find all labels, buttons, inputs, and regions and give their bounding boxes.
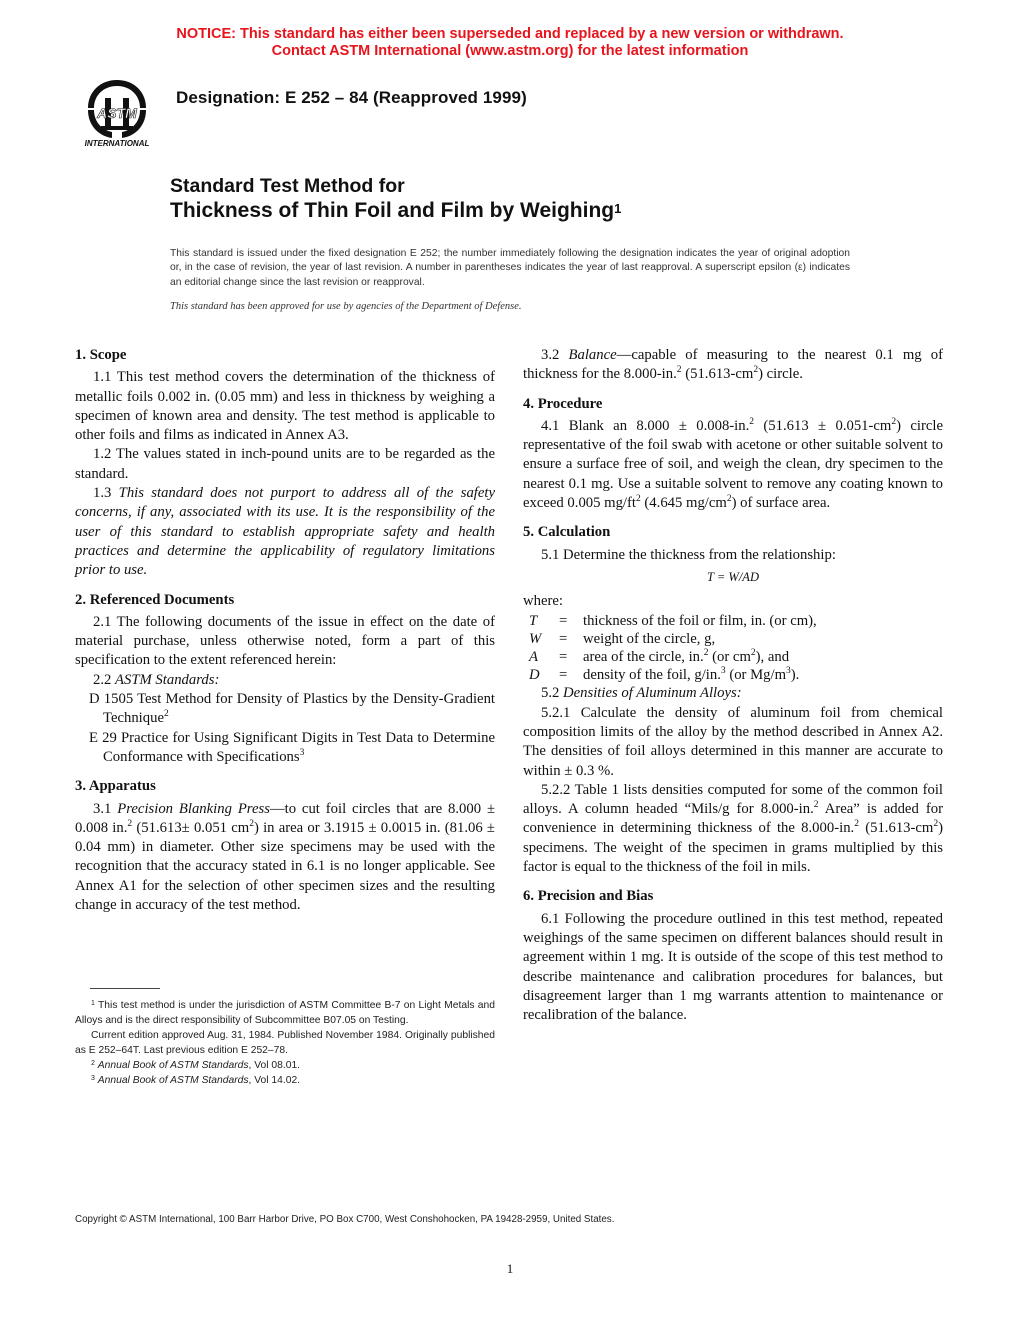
para-2-1: 2.1 The following documents of the issue in effect on the date of material purchase, unless otherwise noted, form a part of this specification to the extent referenced herein: (75, 613, 495, 669)
para-2-2: 2.2 ASTM Standards: (93, 671, 220, 688)
section-referenced-documents-heading: 2. Referenced Documents (75, 591, 235, 608)
variable-row: W = weight of the circle, g, (529, 630, 716, 647)
title-footnote-ref: 1 (614, 201, 622, 216)
footnotes (75, 998, 495, 1088)
left-column (75, 346, 495, 915)
thickness-equation: T = W/AD (707, 569, 759, 584)
page-number: 1 (506, 1261, 514, 1276)
section-scope-heading: 1. Scope (75, 347, 127, 363)
para-1-3: 1.3 This standard does not purport to address all of the safety concerns, if any, associated with its use. It is the responsibility of the user of this standard to establish appropriate safety and health practices and determine the applicability of regulatory limitations prior to use. (75, 485, 496, 579)
footnote-3: $^3$ Annual Book of ASTM Standards, Vol 14.02. (91, 1075, 301, 1086)
withdrawal-notice (0, 26, 1020, 60)
para-6-1: 6.1 Following the procedure outlined in this test method, repeated weighings of the same specimen on different balances should result in agreement within 1 mg. It is outside of the scope of this test method to describe maintenance and calibration procedures for balances, but disagreement larger than 1 mg warrants attention to maintenance or recalibration of the balance. (523, 910, 943, 1024)
variable-row: D = density of the foil, g/in.$^3$ (or $Mg/m^3$). (529, 666, 800, 684)
approved-note: This standard has been approved for use by agencies of the Department of Defense. (170, 301, 522, 312)
para-5-2-1: 5.2.1 Calculate the density of aluminum foil from chemical composition limits of the alloy by the method described in Annex A2. The densities of foil alloys determined in this manner are accurate to within ± 0.3 %. (523, 704, 943, 779)
footnote-1: $^1$ This test method is under the jurisdiction of ASTM Committee B-7 on Light Metals and Alloys and is the direct responsibility of Subcommittee B07.05 on Testing. (75, 1000, 495, 1026)
section-procedure-heading: 4. Procedure (523, 395, 603, 412)
ref-e29: E 29 Practice for Using Significant Digits in Test Data to Determine Conformance with Specifications$^3$ (89, 729, 495, 765)
document-title (170, 174, 621, 224)
title-line-1: Standard Test Method for (170, 175, 405, 197)
notice-line-2: Contact ASTM International (www.astm.org) for the latest information (271, 43, 749, 59)
variable-row: A = area of the circle, in.$^2$ (or $cm^2$), and (529, 647, 790, 665)
astm-logo-icon (72, 76, 162, 148)
para-5-2: 5.2 Densities of Aluminum Alloys: (541, 685, 742, 702)
para-5-2-2: 5.2.2 Table 1 lists densities computed for some of the common foil alloys. A column headed “Mils/g for 8.000-in.$^2$ Area” is added for convenience in determining thickness of the 8.000-in.$^2$ $(51.613-cm^2)$ specimens. The weight of the specimen in grams multiplied by this factor is equal to the thickness of the foil in mils. (523, 781, 943, 876)
section-calculation-heading: 5. Calculation (523, 524, 611, 541)
para-1-2: 1.2 The values stated in inch-pound units are to be regarded as the standard. (75, 446, 495, 482)
designation: Designation: E 252 – 84 (Reapproved 1999) (176, 88, 527, 107)
notice-line-1: NOTICE: This standard has either been superseded and replaced by a new version or withdrawn. (176, 26, 844, 42)
svg-text:ASTM: ASTM (97, 105, 137, 121)
ref-d1505: D 1505 Test Method for Density of Plastics by the Density-Gradient Technique$^2$ (89, 691, 495, 727)
para-3-2: 3.2 Balance—capable of measuring to the nearest 0.1 mg of thickness for the 8.000-in.$^2$ $(51.613-cm^2)$ circle. (523, 347, 943, 383)
section-precision-bias-heading: 6. Precision and Bias (523, 888, 654, 905)
issued-note: This standard is issued under the fixed designation E 252; the number immediately following the designation indicates the year of original adoption or, in the case of revision, the year of last revision. A number in parentheses indicates the year of last reapproval. A superscript epsilon (ε) indicates an editorial change since the last revision or reapproval. (170, 248, 850, 288)
para-3-1: 3.1 Precision Blanking Press—to cut foil circles that are 8.000 ± 0.008 in.$^2$ (51.613± 0.051 $cm^2$) in area or 3.1915 ± 0.0015 in. (81.06 ± 0.04 mm) in diameter. Other size specimens may be used with the recognition that the accuracy stated in 6.1 is no longer applicable. See Annex A1 for the selection of other specimen sizes and the resulting change in accuracy of the test method. (75, 800, 496, 914)
right-column (523, 346, 943, 1025)
para-1-1: 1.1 This test method covers the determination of the thickness of metallic foils 0.002 in. (0.05 mm) and less in thickness by weighing a specimen of known area and density. The test method is applicable to other foils and films as indicated in Annex A3. (75, 369, 495, 444)
para-5-1: 5.1 Determine the thickness from the relationship: (541, 546, 836, 563)
para-4-1: 4.1 Blank an 8.000 ± 0.008-in.$^2$ $(51.613 \pm 0.051-cm^2)$ circle representative of the foil swab with acetone or other suitable solvent to ensure a surface free of soil, and weigh the clean, dry specimen to the nearest 0.1 mg. Use a suitable solvent to remove any coating known to exceed 0.005 $mg/ft^2$ (4.645 $mg/cm^2$) of surface area. (523, 416, 943, 512)
footnote-rule (90, 988, 160, 989)
section-apparatus-heading: 3. Apparatus (75, 778, 156, 795)
title-line-2: Thickness of Thin Foil and Film by Weighing$^1$ (170, 199, 622, 222)
where-label: where: (523, 593, 563, 610)
svg-text:INTERNATIONAL: INTERNATIONAL (84, 139, 150, 148)
copyright-notice: Copyright © ASTM International, 100 Barr Harbor Drive, PO Box C700, West Conshohocken, PA 19428-2959, United States. (75, 1214, 615, 1225)
variable-row: T = thickness of the foil or film, in. (or cm), (529, 612, 817, 629)
footnote-2: $^2$ Annual Book of ASTM Standards, Vol 08.01. (91, 1060, 301, 1071)
footnote-1-edition: Current edition approved Aug. 31, 1984. Published November 1984. Originally published as E 252–64T. Last previous edition E 252–78. (75, 1030, 495, 1056)
